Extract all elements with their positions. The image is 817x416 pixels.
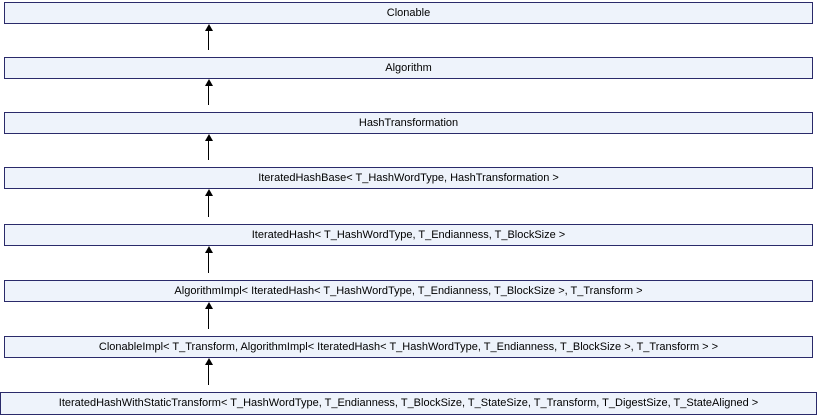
arrowhead-clonableimpl-algorithmimpl [205,302,213,309]
class-node-iteratedhashbase[interactable] [4,167,813,189]
class-node-iteratedhash[interactable] [4,224,813,246]
class-node-algorithm[interactable] [4,57,813,79]
arrowhead-hashtransformation-algorithm [205,79,213,86]
class-node-algorithmimpl[interactable] [4,280,813,302]
class-node-label: Clonable [386,6,431,19]
edge-clonableimpl-algorithmimpl [208,308,209,329]
edge-algorithm-clonable [208,30,209,50]
arrowhead-algorithmimpl-iteratedhash [205,246,213,253]
class-node-hashtransformation[interactable] [4,112,813,134]
class-node-label: Algorithm [385,61,432,74]
class-node-iteratedhashwithstatictransform[interactable] [0,392,817,415]
class-node-label: ClonableImpl< T_Transform, AlgorithmImpl< IteratedHash< T_HashWordType, T_Endianness, T_BlockSize >, T_Transform > > [98,340,719,353]
class-node-label: IteratedHash< T_HashWordType, T_Endianness, T_BlockSize > [251,228,566,241]
arrowhead-algorithm-clonable [205,24,213,31]
edge-iteratedhashbase-hashtransformation [208,140,209,160]
edge-iteratedhash-iteratedhashbase [208,195,209,217]
edge-algorithmimpl-iteratedhash [208,252,209,273]
class-node-label: AlgorithmImpl< IteratedHash< T_HashWordType, T_Endianness, T_BlockSize >, T_Transform > [174,284,643,297]
class-node-clonable[interactable] [4,2,813,24]
arrowhead-iteratedhashbase-hashtransformation [205,134,213,141]
edge-iteratedhashwithstatictransform-clonableimpl [208,364,209,385]
edge-hashtransformation-algorithm [208,85,209,105]
class-node-label: IteratedHashWithStaticTransform< T_HashWordType, T_Endianness, T_BlockSize, T_StateSize, T_Transform, T_DigestSize, T_StateAligned > [58,397,759,409]
class-node-label: IteratedHashBase< T_HashWordType, HashTransformation > [258,171,559,184]
class-node-label: HashTransformation [358,116,459,129]
class-node-clonableimpl[interactable] [4,336,813,358]
arrowhead-iteratedhash-iteratedhashbase [205,189,213,196]
arrowhead-iteratedhashwithstatictransform-clonableimpl [205,358,213,365]
